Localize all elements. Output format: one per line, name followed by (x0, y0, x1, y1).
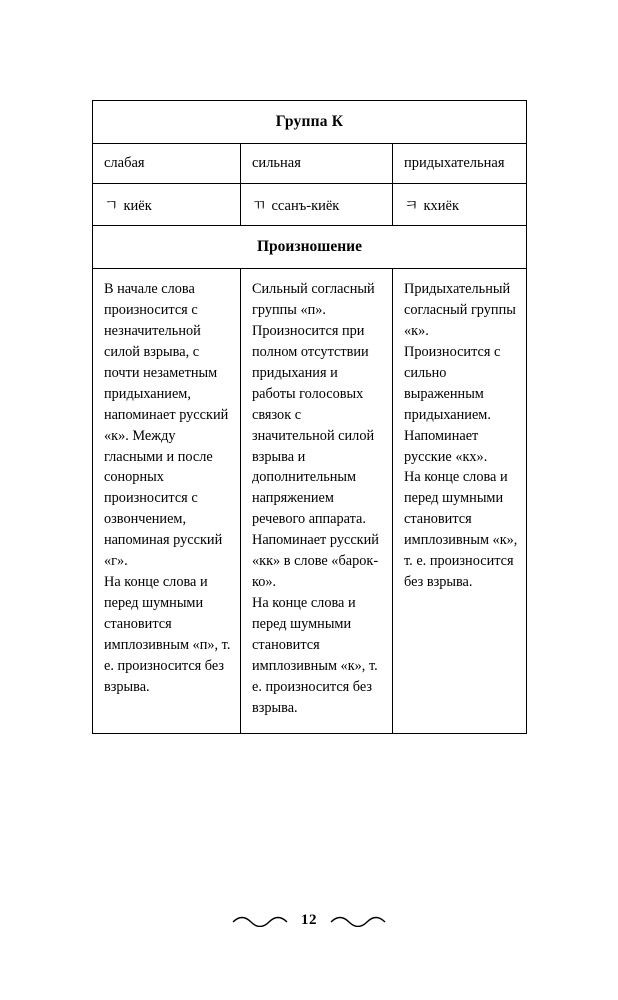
description-cell-weak (93, 269, 241, 734)
table-title-row (93, 101, 527, 144)
column-header-weak: слабая (104, 155, 145, 171)
description-strong: Сильный согласный группы «п». Произносится при полном отсутствии придыхания и работы голосовых связок с значительной силой взрыва и дополнительным напряжением речевого аппарата. Напоминает русский «кк» в слове «барок-ко». На конце слова и перед шумными становится имплозивным «к», т. е. произносится без взрыва. (252, 281, 379, 716)
example-strong-romanization: ссанъ-киёк (271, 198, 340, 214)
description-cell-aspirated (393, 269, 527, 734)
description-cell-strong (241, 269, 393, 734)
column-header-strong: сильная (252, 155, 301, 171)
pronunciation-table (92, 100, 527, 734)
header-cell-aspirated (393, 144, 527, 184)
example-weak-romanization: киёк (123, 198, 152, 214)
column-header-aspirated: придыхательная (404, 155, 505, 171)
description-aspirated: Придыхательный согласный группы «к». Произносится с сильно выраженным придыханием. Напоминает русские «кх». На конце слова и перед шумными становится имплозивным «к», т. е. произносится без взрыва. (404, 281, 518, 591)
page-footer (0, 912, 618, 932)
example-aspirated (393, 184, 526, 225)
hangul-letter-ssang-giyeok: ㄲ (252, 196, 267, 214)
ornament-left-icon (231, 915, 289, 927)
section-header-cell (93, 226, 527, 269)
ornament-right-icon (329, 915, 387, 927)
table-section-header-row (93, 226, 527, 269)
table-header-row (93, 144, 527, 184)
description-weak: В начале слова произносится с незначительной силой взрыва, с почти незаметным придыханием, напоминает русский «к». Между гласными и после сонорных произносится с озвончением, напоминая русский «г». На конце слова и перед шумными становится имплозивным «п», т. е. произносится без взрыва. (104, 281, 231, 695)
table-title-cell (93, 101, 527, 144)
hangul-letter-giyeok: ㄱ (104, 196, 119, 214)
table-descriptions-row (93, 269, 527, 734)
hangul-letter-kieuk: ㅋ (404, 196, 419, 214)
example-cell-aspirated (393, 184, 527, 226)
example-weak (93, 184, 240, 225)
example-cell-strong (241, 184, 393, 226)
example-strong (241, 184, 392, 225)
table-examples-row (93, 184, 527, 226)
page-number: 12 (301, 912, 317, 928)
section-header-pronunciation: Произношение (257, 238, 362, 255)
example-aspirated-romanization: кхиёк (423, 198, 460, 214)
table-title: Группа К (275, 113, 344, 130)
example-cell-weak (93, 184, 241, 226)
header-cell-strong (241, 144, 393, 184)
pronunciation-table-container (92, 100, 526, 734)
header-cell-weak (93, 144, 241, 184)
